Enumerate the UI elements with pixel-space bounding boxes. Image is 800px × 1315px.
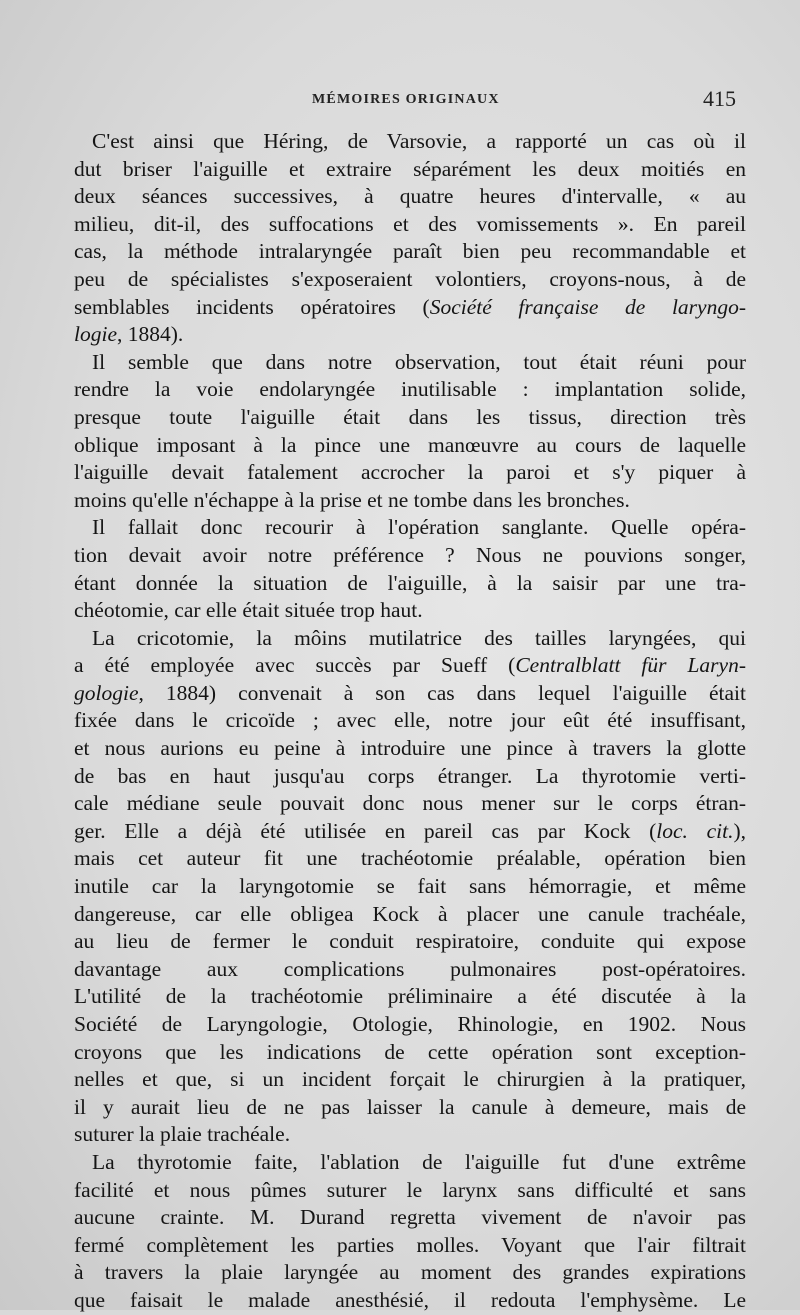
text-line — [74, 128, 746, 156]
paragraph — [74, 128, 746, 349]
text-line — [74, 514, 746, 542]
text-segment: cale médiane seule pouvait donc nous mener sur le corps étran- — [74, 791, 746, 816]
text-line — [74, 432, 746, 460]
text-segment: de bas en haut jusqu'au corps étranger. La thyrotomie verti- — [74, 763, 746, 788]
text-segment: fixée dans le cricoïde ; avec elle, notre jour eût été insuffisant, — [74, 708, 746, 733]
text-segment: facilité et nous pûmes suturer le larynx sans difficulté et sans — [74, 1177, 746, 1202]
text-line — [74, 266, 746, 294]
text-segment: presque toute l'aiguille était dans les tissus, direction très — [74, 404, 746, 429]
text-segment: ), — [733, 818, 746, 843]
running-title: MÉMOIRES ORIGINAUX — [312, 92, 500, 107]
text-line — [74, 1232, 746, 1260]
text-segment: il y aurait lieu de ne pas laisser la canule à demeure, mais de — [74, 1094, 746, 1119]
text-line — [74, 1039, 746, 1067]
text-segment: suturer la plaie trachéale. — [74, 1122, 291, 1147]
page-number: 415 — [703, 86, 736, 111]
text-line — [74, 404, 746, 432]
text-line — [74, 459, 746, 487]
text-line — [74, 1204, 746, 1232]
text-segment: peu de spécialistes s'exposeraient volontiers, croyons-nous, à de — [74, 266, 746, 291]
text-segment: dut briser l'aiguille et extraire séparément les deux moitiés en — [74, 156, 746, 181]
text-line — [74, 1066, 746, 1094]
body-text — [74, 128, 746, 1315]
text-segment: que faisait le malade anesthésié, il redouta l'emphysème. Le — [74, 1287, 746, 1312]
text-line — [74, 652, 746, 680]
text-segment: mais cet auteur fit une trachéotomie préalable, opération bien — [74, 846, 746, 871]
text-segment: rendre la voie endolaryngée inutilisable : implantation solide, — [74, 377, 746, 402]
text-line — [74, 873, 746, 901]
text-line — [74, 294, 746, 322]
text-line — [74, 1287, 746, 1315]
text-line — [74, 680, 746, 708]
paragraph — [74, 625, 746, 1149]
text-segment: fermé complètement les parties molles. Voyant que l'air filtrait — [74, 1232, 746, 1257]
text-line — [74, 928, 746, 956]
text-line — [74, 349, 746, 377]
text-segment: davantage aux complications pulmonaires post-opératoires. — [74, 956, 746, 981]
text-line — [74, 1011, 746, 1039]
text-line — [74, 790, 746, 818]
text-segment: à travers la plaie laryngée au moment des grandes expirations — [74, 1260, 746, 1285]
text-line — [74, 845, 746, 873]
paragraph — [74, 1149, 746, 1315]
text-line — [74, 901, 746, 929]
italic-text: Centralblatt für Laryn- — [515, 653, 747, 678]
text-segment: L'utilité de la trachéotomie préliminaire a été discutée à la — [74, 984, 746, 1009]
text-line — [74, 956, 746, 984]
text-segment: nelles et que, si un incident forçait le chirurgien à la pratiquer, — [74, 1067, 746, 1092]
text-segment: et nous aurions eu peine à introduire une pince à travers la glotte — [74, 736, 746, 761]
text-line — [74, 1149, 746, 1177]
text-segment: Il fallait donc recourir à l'opération sanglante. Quelle opéra- — [92, 515, 746, 540]
text-line — [74, 597, 746, 625]
italic-text: logie — [74, 322, 117, 347]
text-line — [74, 211, 746, 239]
paragraph — [74, 349, 746, 515]
text-line — [74, 321, 746, 349]
text-segment: dangereuse, car elle obligea Kock à placer une canule trachéale, — [74, 901, 746, 926]
text-line — [74, 1094, 746, 1122]
text-line — [74, 376, 746, 404]
text-line — [74, 625, 746, 653]
text-segment: ger. Elle a déjà été utilisée en pareil cas par Kock ( — [74, 818, 657, 843]
text-line — [74, 818, 746, 846]
text-line — [74, 735, 746, 763]
text-segment: aucune crainte. M. Durand regretta vivement de n'avoir pas — [74, 1205, 746, 1230]
text-line — [74, 763, 746, 791]
text-line — [74, 183, 746, 211]
text-segment: semblables incidents opératoires ( — [74, 294, 430, 319]
text-line — [74, 983, 746, 1011]
italic-text: loc. cit. — [656, 818, 734, 843]
paragraph — [74, 514, 746, 624]
text-segment: a été employée avec succès par Sueff ( — [74, 653, 516, 678]
text-segment: La cricotomie, la môins mutilatrice des tailles laryngées, qui — [92, 625, 746, 650]
text-segment: étant donnée la situation de l'aiguille, à la saisir par une tra- — [74, 570, 746, 595]
text-segment: Il semble que dans notre observation, tout était réuni pour — [92, 349, 746, 374]
text-segment: , 1884) convenait à son cas dans lequel l'aiguille était — [138, 680, 746, 705]
text-segment: tion devait avoir notre préférence ? Nous ne pouvions songer, — [74, 542, 746, 567]
text-segment: au lieu de fermer le conduit respiratoire, conduite qui expose — [74, 929, 746, 954]
italic-text: gologie — [74, 680, 139, 705]
text-segment: deux séances successives, à quatre heures d'intervalle, « au — [74, 184, 746, 209]
text-segment: milieu, dit-il, des suffocations et des vomissements ». En pareil — [74, 211, 746, 236]
text-line — [74, 542, 746, 570]
text-line — [74, 1121, 746, 1149]
text-segment: Société de Laryngologie, Otologie, Rhinologie, en 1902. Nous — [74, 1012, 746, 1036]
text-line — [74, 570, 746, 598]
italic-text: Société française de laryngo- — [429, 294, 746, 319]
text-segment: moins qu'elle n'échappe à la prise et ne tombe dans les bronches. — [74, 487, 630, 512]
text-line — [74, 156, 746, 184]
text-segment: , 1884). — [117, 322, 184, 347]
text-segment: cas, la méthode intralaryngée paraît bien peu recommandable et — [74, 239, 746, 264]
text-segment: oblique imposant à la pince une manœuvre au cours de laquelle — [74, 432, 746, 457]
text-segment: C'est ainsi que Héring, de Varsovie, a rapporté un cas où il — [92, 129, 746, 153]
running-header — [0, 86, 800, 114]
text-line — [74, 238, 746, 266]
text-line — [74, 1259, 746, 1287]
text-line — [74, 1177, 746, 1205]
text-segment: La thyrotomie faite, l'ablation de l'aiguille fut d'une extrême — [92, 1149, 746, 1174]
text-line — [74, 487, 746, 515]
text-segment: l'aiguille devait fatalement accrocher la paroi et s'y piquer à — [74, 460, 746, 485]
text-line — [74, 707, 746, 735]
text-segment: croyons que les indications de cette opération sont exception- — [74, 1039, 746, 1064]
text-segment: inutile car la laryngotomie se fait sans hémorragie, et même — [74, 874, 746, 899]
text-segment: chéotomie, car elle était située trop haut. — [74, 598, 423, 623]
